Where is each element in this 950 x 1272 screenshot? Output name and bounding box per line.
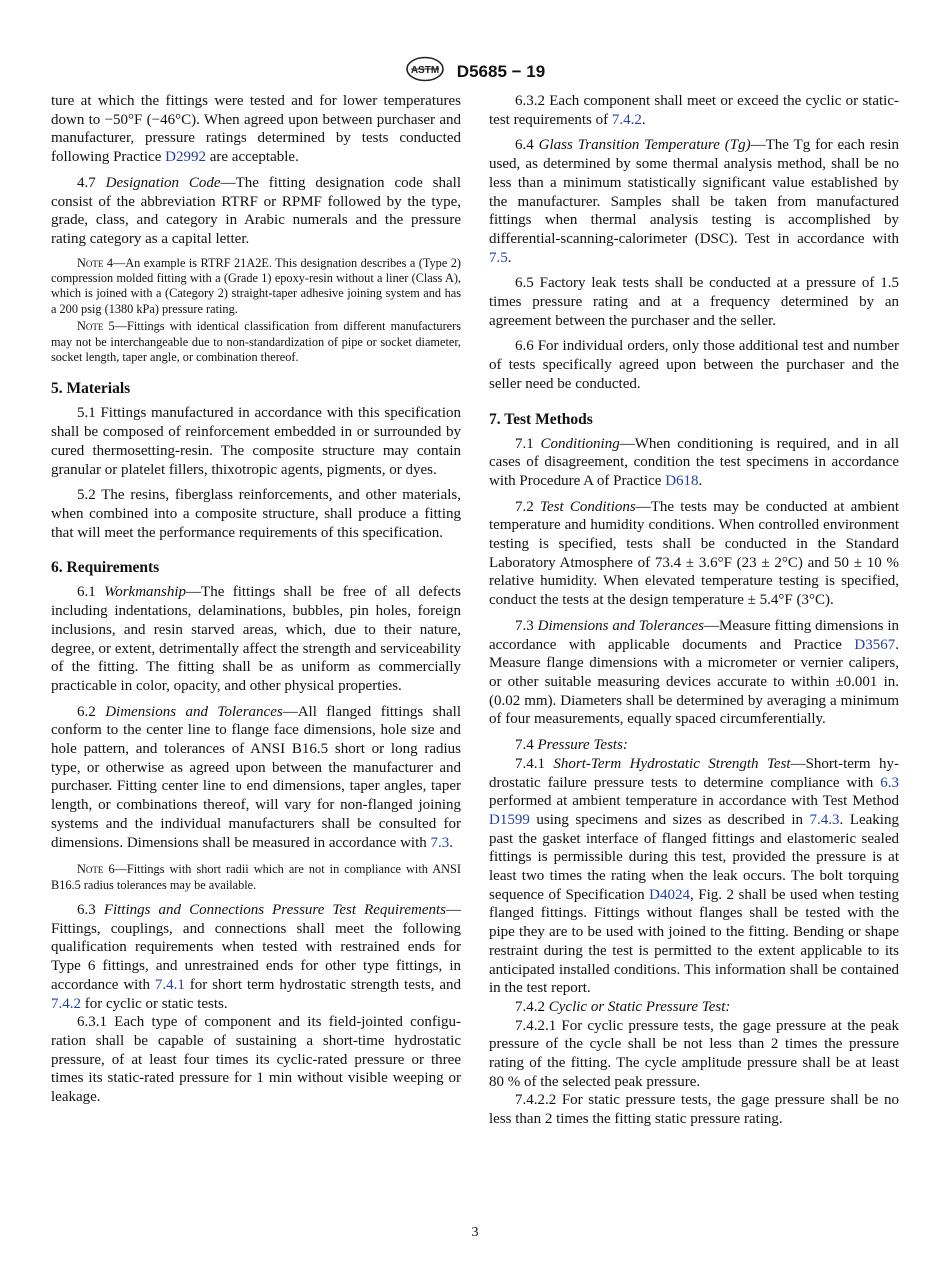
paragraph-7-4: 7.4 Pressure Tests:: [515, 737, 628, 754]
note-5: Note 5—Fittings with identical classification from different manufacturers may not be interchangeable due to non-standardization of pipe or socket diameter, socket length, taper angle, or combination thereof.: [51, 319, 461, 365]
ref-d618-link[interactable]: D618: [665, 472, 699, 489]
ref-7-4-2-link[interactable]: 7.4.2: [611, 111, 642, 128]
paragraph-6-3-1: 6.3.1 Each type of component and its field-jointed configuration shall be capable of sustaining a short-time hydrostatic pressure, of at least four times its cyclic-rated pressure or three times its static-rated pressure for 1 min without visible weeping or leakage.: [51, 1014, 461, 1106]
page-header: [0, 56, 950, 86]
paragraph-4-6-continued: ture at which the fittings were tested and for lower temperatures down to −50°F (−46°C). When agreed upon between purchaser and manufacturer, pressure ratings determined by tests conducted following Practice D2992 are acceptable.: [51, 93, 461, 166]
section-7-heading: 7. Test Methods: [489, 410, 593, 428]
ref-7-5-link[interactable]: 7.5: [489, 249, 508, 266]
paragraph-7-4-1: 7.4.1 Short-Term Hydrostatic Strength Test—Short-term hydrostatic failure pressure tests to determine compliance with 6.3 performed at ambient temperature in accordance with Test Method D1599 using specimens and sizes as described in 7.4.3. Leaking past the gasket interface of flanged fittings and elastomeric sealed fittings is permissible during this test, provided the pressure is at least two times the rating when the leak occurs. The bolt torquing sequence of Specification D4024, Fig. 2 shall be used when testing flanged fittings. Fittings without flanges shall be tested with the pipe they are to be used with joined to the fitting. Bending or shape restraint during the test is permitted to the extent applicable to its anticipated installed conditions. This information shall be contained in the test report.: [489, 755, 899, 997]
right-column: [489, 92, 899, 1129]
paragraph-7-4-2: 7.4.2 Cyclic or Static Pressure Test:: [515, 998, 731, 1015]
left-column: [51, 92, 461, 1107]
paragraph-6-3-2: 6.3.2 Each component shall meet or exceed the cyclic or static-test requirements of 7.4.2.: [489, 93, 899, 128]
paragraph-7-4-2-2: 7.4.2.2 For static pressure tests, the gage pressure shall be no less than 2 times the fitting static pressure rating.: [489, 1092, 899, 1128]
section-5-heading: 5. Materials: [51, 380, 131, 398]
ref-7-4-3-link[interactable]: 7.4.3: [809, 811, 840, 828]
ref-d2992-link[interactable]: D2992: [165, 149, 206, 166]
ref-6-3-link[interactable]: 6.3: [880, 774, 899, 791]
paragraph-6-5: 6.5 Factory leak tests shall be conducted at a pressure of 1.5 times pressure rating and at a frequency determined by an agreement between the purchaser and the seller.: [489, 275, 899, 329]
paragraph-6-6: 6.6 For individual orders, only those additional test and number of tests specifically agreed upon between the purchaser and the seller need be conducted.: [489, 338, 899, 392]
paragraph-7-4-2-1: 7.4.2.1 For cyclic pressure tests, the gage pressure at the peak pressure of the cycle shall be not less than 2 times the pressure rating of the fitting. The cycle amplitude pressure shall be at least 80 % of the selected peak pressure.: [489, 1017, 899, 1090]
paragraph-6-1: 6.1 Workmanship—The fittings shall be free of all defects including indentations, delaminations, bubbles, pin holes, foreign inclusions, and resin starved areas, which, due to their nature, degree, or extent, detrimentally affect the strength and serviceability of the fitting. The fitting shall be as uniform as commercially practicable in color, opacity, and other physical properties.: [51, 584, 462, 694]
section-6-heading: 6. Requirements: [51, 559, 160, 577]
paragraph-5-1: 5.1 Fittings manufactured in accordance with this specification shall be composed of reinforcement embedded in or surrounded by cured thermosetting-resin. The composite structure may contain granular or platelet fillers, thixotropic agents, pigments, or dyes.: [51, 405, 461, 478]
note-4: Note 4—An example is RTRF 21A2E. This designation describes a (Type 2) compression molded fitting with a (Grade 1) epoxy-resin without a liner (Class A), which is joined with a (Category 2) straight-taper adhesive joining system and has a 200 psig (1380 kPa) pressure rating.: [51, 255, 461, 316]
astm-logo-icon: [405, 56, 445, 87]
note-6: Note 6—Fittings with short radii which are not in compliance with ANSI B16.5 radius tolerances may be available.: [51, 862, 461, 892]
paragraph-4-7: 4.7 Designation Code—The fitting designation code shall consist of the abbreviation RTRF or RPMF followed by the type, grade, class, and category in Arabic numerals and the pressure rating category as a capital letter.: [51, 174, 461, 247]
ref-7-4-2-link[interactable]: 7.4.2: [51, 995, 81, 1012]
ref-7-3-link[interactable]: 7.3: [430, 834, 450, 851]
paragraph-7-2: 7.2 Test Conditions—The tests may be conducted at ambient temperature and humidity conditions. When controlled environment testing is specified, tests shall be conducted in the Standard Laboratory Atmosphere of 73.4 ± 3.6°F (23 ± 2°C) and 50 ± 10 % relative humidity. When elevated temperature testing is specified, conduct the tests at the design temperature ± 5.4°F (3°C).: [489, 498, 899, 609]
ref-d4024-link[interactable]: D4024: [649, 886, 690, 903]
ref-d1599-link[interactable]: D1599: [489, 811, 530, 828]
paragraph-6-2: 6.2 Dimensions and Tolerances—All flanged fittings shall conform to the center line to flange face dimensions, hole size and hole pattern, and tolerances of ANSI B16.5 short or long radius type, or otherwise as agreed upon between the manufacturer and purchaser. Fitting center line to end dimensions, taper angles, taper length, or combinations thereof, will vary for non-flanged joining systems and the individual manufacturers shall be consulted for dimensions. Dimensions shall be measured in accordance with 7.3.: [51, 703, 462, 851]
svg-text:ASTM: ASTM: [410, 65, 439, 76]
designation-code: D5685 − 19: [456, 61, 546, 81]
paragraph-7-1: 7.1 Conditioning—When conditioning is required, and in all cases of disagreement, condition the test specimens in accordance with Procedure A of Practice D618.: [489, 435, 899, 489]
page-number: 3: [471, 1225, 479, 1240]
ref-d3567-link[interactable]: D3567: [854, 636, 896, 653]
paragraph-6-4: 6.4 Glass Transition Temperature (Tg)—The Tg for each resin used, as determined by some thermal analysis method, shall be no less than a minimum statistically significant value established by the manufacturer. Samples shall be taken from manufactured fittings when thermal analysis testing is accomplished by differential-scanning-calorimeter (DSC). Test in accordance with 7.5.: [489, 137, 899, 266]
paragraph-6-3: 6.3 Fittings and Connections Pressure Test Requirements— Fittings, couplings, and connections shall meet the following qualification requirements when tested with restrained ends for Type 6 fittings, and unrestrained ends for other type fittings, in accordance with 7.4.1 for short term hydrostatic strength tests, and 7.4.2 for cyclic or static tests.: [51, 902, 462, 1012]
ref-7-4-1-link[interactable]: 7.4.1: [154, 976, 185, 993]
paragraph-7-3: 7.3 Dimensions and Tolerances—Measure fitting dimensions in accordance with applicable documents and Practice D3567. Measure flange dimensions with a micrometer or vernier calipers, or other suitable measuring devices accurate to within ±0.001 in. (0.02 mm). Diameters shall be determined by averaging a minimum of four measurements, equally spaced circumferentially.: [489, 617, 899, 728]
paragraph-5-2: 5.2 The resins, fiberglass reinforcements, and other materials, when combined into a composite structure, shall produce a fitting that will meet the performance requirements of this specification.: [51, 487, 461, 541]
